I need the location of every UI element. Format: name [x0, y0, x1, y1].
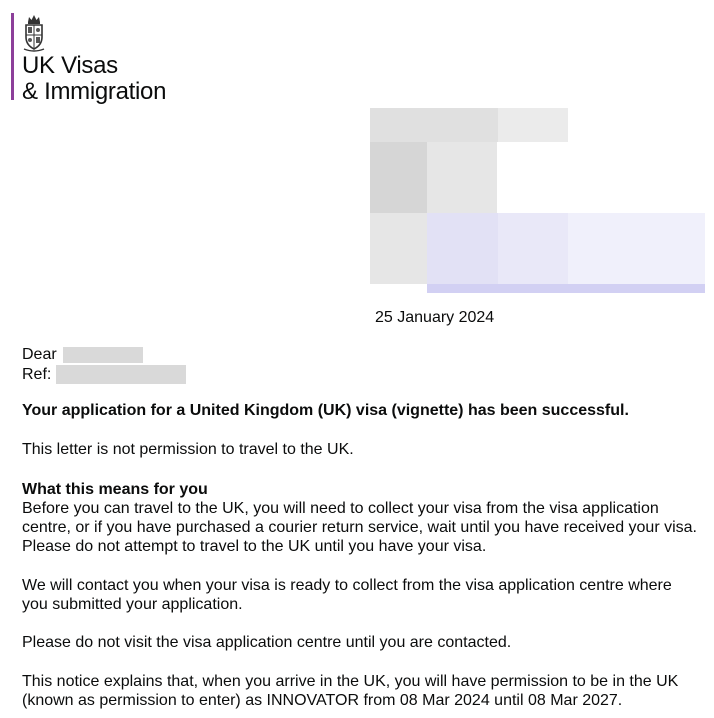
- royal-crest-icon: [23, 13, 45, 53]
- salutation-block: [22, 345, 186, 385]
- redacted-reference: [56, 365, 186, 384]
- logo-line-2: & Immigration: [22, 78, 167, 105]
- dear-line: [22, 345, 186, 365]
- logo-line-1: UK Visas: [22, 52, 118, 79]
- paragraph-contact: We will contact you when your visa is ready to collect from the visa application centre where you submitted your application.: [22, 577, 672, 613]
- section-heading: What this means for you: [22, 481, 208, 498]
- not-permission-notice: This letter is not permission to travel to the UK.: [22, 441, 354, 458]
- logo-accent-bar: [11, 13, 14, 100]
- paragraph-do-not-visit: Please do not visit the visa application centre until you are contacted.: [22, 634, 512, 651]
- letter-date: 25 January 2024: [375, 309, 495, 326]
- ref-line: [22, 365, 186, 385]
- paragraph-collect-visa: Before you can travel to the UK, you will need to collect your visa from the visa application centre, or if you have purchased a courier return service, wait until you have received your visa. Please do not attempt to travel to the UK until you have your visa.: [22, 500, 697, 555]
- dear-label: Dear: [22, 346, 57, 363]
- redacted-name: [63, 347, 143, 363]
- success-headline: Your application for a United Kingdom (UK) visa (vignette) has been successful.: [22, 402, 629, 419]
- paragraph-permission-to-enter: This notice explains that, when you arrive in the UK, you will have permission to be in the UK (known as permission to enter) as INNOVATOR from 08 Mar 2024 until 08 Mar 2027.: [22, 673, 679, 709]
- ref-label: Ref:: [22, 366, 52, 383]
- department-logo-text: [22, 53, 166, 105]
